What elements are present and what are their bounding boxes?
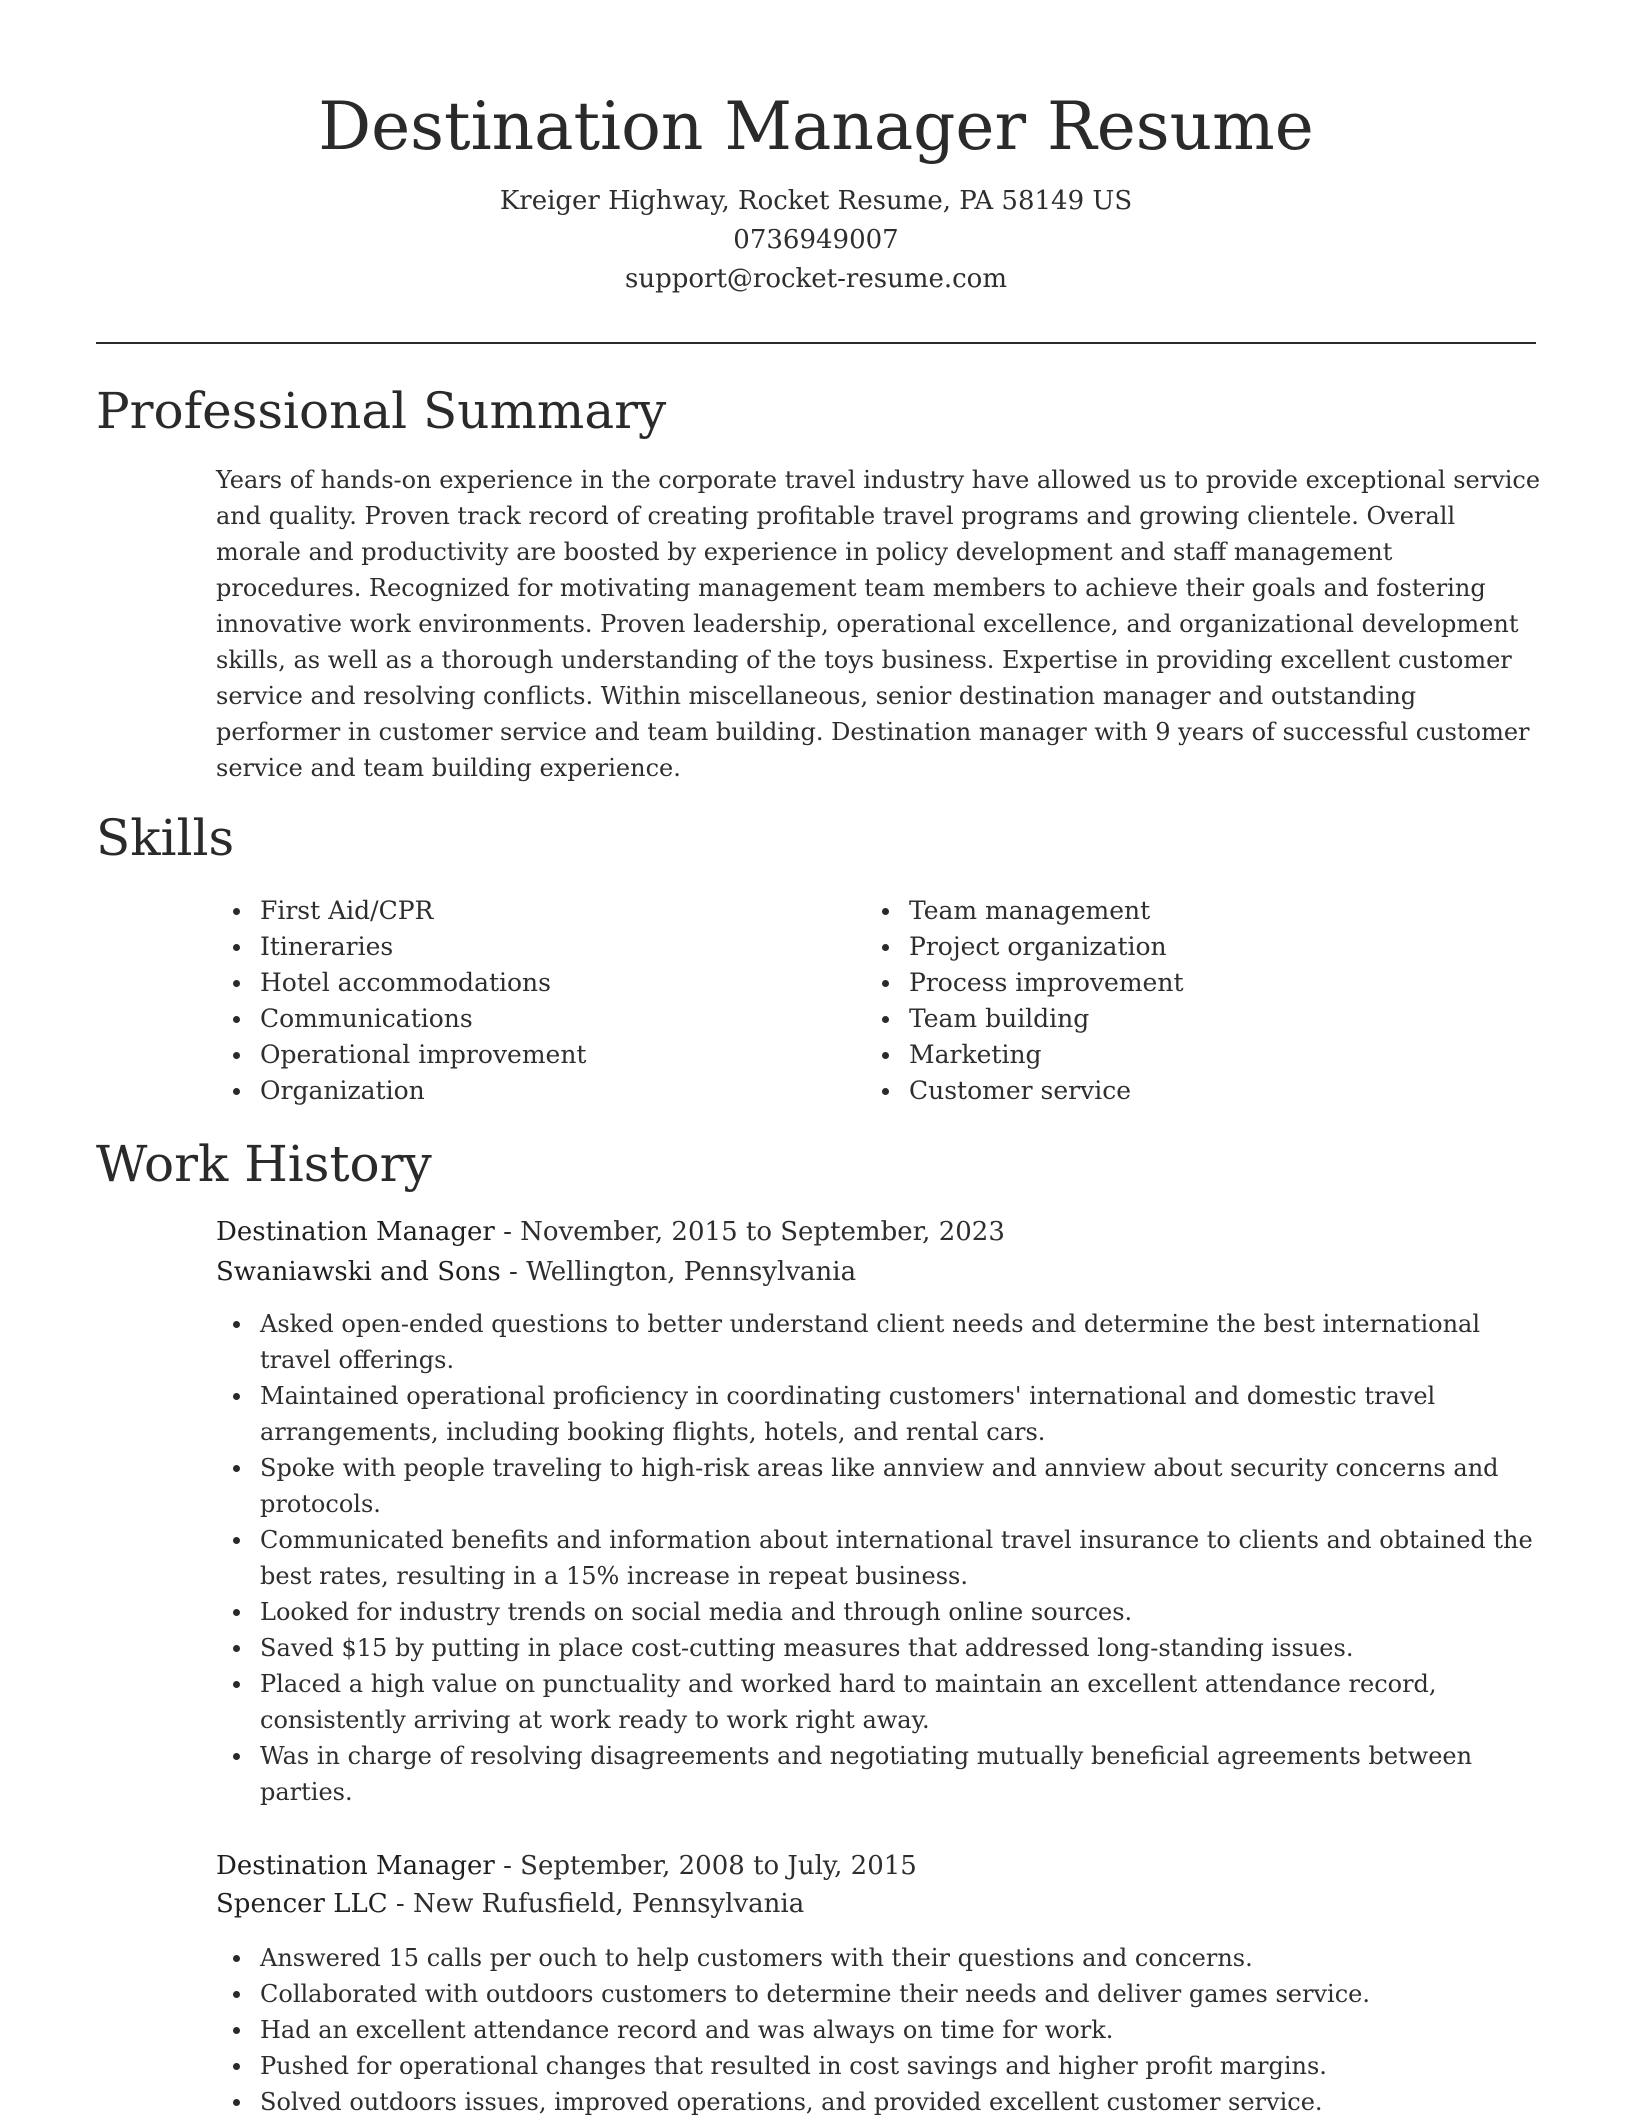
job-bullet: Maintained operational proficiency in coordinating customers' international and domestic travel arrangements, including booking flights, hotels, and rental cars. [216, 1378, 1541, 1450]
separator: - [494, 1217, 521, 1247]
job-bullets [216, 1306, 1541, 1810]
job-bullet: Saved $15 by putting in place cost-cutting measures that addressed long-standing issues. [216, 1630, 1541, 1666]
skills-list-left [216, 893, 816, 1109]
job-location: Wellington, Pennsylvania [526, 1257, 857, 1287]
summary-heading: Professional Summary [96, 382, 667, 440]
skill-item: Customer service [865, 1073, 1465, 1109]
job-company-line [216, 1884, 804, 1924]
job-bullet: Had an excellent attendance record and was always on time for work. [216, 2012, 1541, 2048]
job-dates: September, 2008 to July, 2015 [520, 1851, 917, 1881]
job-title-line [216, 1212, 1005, 1252]
skill-item: First Aid/CPR [216, 893, 816, 929]
job-bullet: Communicated benefits and information about international travel insurance to clients and obtained the best rates, resulting in a 15% increase in repeat business. [216, 1522, 1541, 1594]
separator: - [387, 1889, 413, 1919]
separator: - [494, 1851, 521, 1881]
skills-heading: Skills [96, 809, 235, 867]
job-bullet: Spoke with people traveling to high-risk areas like annview and annview about security concerns and protocols. [216, 1450, 1541, 1522]
address: Kreiger Highway, Rocket Resume, PA 58149 US [499, 186, 1133, 216]
resume-title: Destination Manager Resume [318, 88, 1314, 165]
header-divider [96, 342, 1536, 344]
separator: - [500, 1257, 527, 1287]
skill-item: Process improvement [865, 965, 1465, 1001]
skill-item: Organization [216, 1073, 816, 1109]
work-history-heading: Work History [96, 1135, 432, 1193]
job-location: New Rufusfield, Pennsylvania [412, 1889, 805, 1919]
job-company-line [216, 1252, 856, 1292]
skill-item: Operational improvement [216, 1037, 816, 1073]
phone-number: 0736949007 [733, 225, 899, 255]
job-dates: November, 2015 to September, 2023 [520, 1217, 1005, 1247]
email-address: support@rocket-resume.com [624, 264, 1007, 294]
job-bullet: Pushed for operational changes that resulted in cost savings and higher profit margins. [216, 2048, 1541, 2084]
skill-item: Marketing [865, 1037, 1465, 1073]
job-bullet: Collaborated with outdoors customers to determine their needs and deliver games service. [216, 1976, 1541, 2012]
job-title: Destination Manager [216, 1217, 495, 1247]
job-bullets [216, 1940, 1541, 2120]
skill-item: Team management [865, 893, 1465, 929]
job-title-line [216, 1846, 917, 1886]
skill-item: Hotel accommodations [216, 965, 816, 1001]
contact-block [0, 182, 1632, 299]
company-name: Swaniawski and Sons [216, 1257, 501, 1287]
job-bullet: Answered 15 calls per ouch to help customers with their questions and concerns. [216, 1940, 1541, 1976]
job-bullet: Looked for industry trends on social media and through online sources. [216, 1594, 1541, 1630]
job-bullet: Was in charge of resolving disagreements and negotiating mutually beneficial agreements between parties. [216, 1738, 1541, 1810]
skill-item: Communications [216, 1001, 816, 1037]
job-bullet: Solved outdoors issues, improved operations, and provided excellent customer service. [216, 2084, 1541, 2120]
job-bullet: Placed a high value on punctuality and worked hard to maintain an excellent attendance record, consistently arriving at work ready to work right away. [216, 1666, 1541, 1738]
company-name: Spencer LLC [216, 1889, 388, 1919]
skill-item: Itineraries [216, 929, 816, 965]
skills-list-right [865, 893, 1465, 1109]
summary-text: Years of hands-on experience in the corporate travel industry have allowed us to provide exceptional service and quality. Proven track record of creating profitable travel programs and growing clientele. Overall morale and productivity are boosted by experience in policy development and staff management procedures. Recognized for motivating management team members to achieve their goals and fostering innovative work environments. Proven leadership, operational excellence, and organizational development skills, as well as a thorough understanding of the toys business. Expertise in providing excellent customer service and resolving conflicts. Within miscellaneous, senior destination manager and outstanding performer in customer service and team building. Destination manager with 9 years of successful customer service and team building experience. [216, 466, 1541, 782]
skill-item: Project organization [865, 929, 1465, 965]
skill-item: Team building [865, 1001, 1465, 1037]
job-title: Destination Manager [216, 1851, 495, 1881]
resume-header [0, 0, 1632, 299]
job-bullet: Asked open-ended questions to better understand client needs and determine the best international travel offerings. [216, 1306, 1541, 1378]
